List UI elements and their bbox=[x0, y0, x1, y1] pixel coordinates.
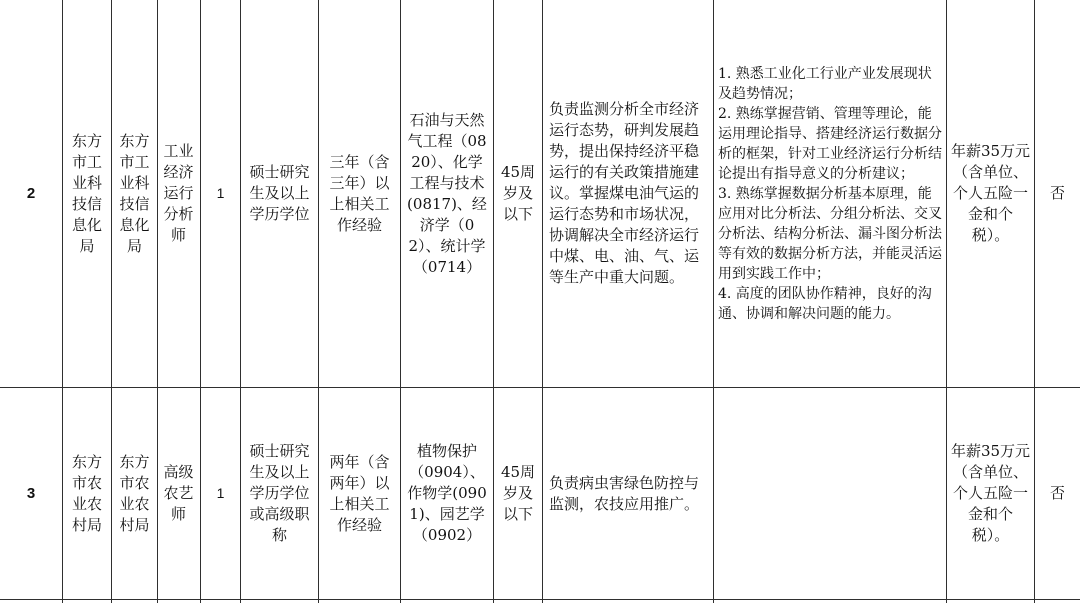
salary-text: 年薪35万元（含单位、个人五险一金和个税）。 bbox=[950, 442, 1031, 544]
position-text: 高级农艺师 bbox=[163, 463, 194, 523]
requirement-item: 2. 熟练掌握营销、管理等理论，能运用理论指导、搭建经济运行数据分析的框架，针对工业经济运行分析结论提出有指导意义的分析建议； bbox=[718, 105, 942, 182]
major-text: 植物保护（0904）、作物学(0901)、园艺学（0902） bbox=[407, 442, 487, 544]
education-cell bbox=[241, 0, 318, 387]
position-cell bbox=[158, 388, 199, 599]
row-index: 3 bbox=[26, 485, 36, 502]
count-cell: 1 bbox=[216, 485, 225, 501]
age-cell bbox=[494, 0, 542, 387]
flag-cell: 否 bbox=[1049, 184, 1065, 202]
row-divider bbox=[0, 599, 1080, 600]
major-text: 石油与天然气工程（0820）、化学工程与技术(0817)、经济学（02）、统计学（0714） bbox=[407, 110, 487, 276]
salary-cell bbox=[947, 0, 1034, 387]
unit-text: 东方市农业农村局 bbox=[71, 452, 102, 534]
experience-text: 两年（含两年）以上相关工作经验 bbox=[329, 452, 390, 534]
experience-text: 三年（含三年）以上相关工作经验 bbox=[329, 152, 390, 234]
age-cell bbox=[494, 388, 542, 599]
dept-cell bbox=[113, 388, 156, 599]
duty-text: 负责病虫害绿色防控与监测，农技应用推广。 bbox=[549, 473, 700, 513]
salary-cell bbox=[947, 388, 1034, 599]
count-cell: 1 bbox=[216, 185, 225, 201]
row-index: 2 bbox=[26, 185, 36, 202]
age-text: 45周岁及以下 bbox=[500, 463, 536, 523]
requirement-item: 1. 熟悉工业化工行业产业发展现状及趋势情况； bbox=[718, 65, 932, 102]
education-text: 硕士研究生及以上学历学位 bbox=[249, 163, 310, 223]
unit-cell bbox=[64, 0, 110, 387]
education-text: 硕士研究生及以上学历学位或高级职称 bbox=[249, 442, 310, 544]
flag-cell: 否 bbox=[1049, 484, 1065, 502]
dept-cell bbox=[113, 0, 156, 387]
dept-text: 东方市农业农村局 bbox=[119, 452, 150, 534]
column-divider bbox=[111, 0, 112, 603]
duty-cell bbox=[543, 0, 713, 387]
unit-text: 东方市工业科技信息化局 bbox=[71, 131, 102, 255]
major-cell bbox=[401, 0, 493, 387]
duty-cell bbox=[543, 388, 713, 599]
age-text: 45周岁及以下 bbox=[500, 163, 536, 223]
major-cell bbox=[401, 388, 493, 599]
salary-text: 年薪35万元（含单位、个人五险一金和个税）。 bbox=[950, 142, 1031, 244]
column-divider bbox=[62, 0, 63, 603]
requirements-cell bbox=[714, 0, 946, 387]
duty-text: 负责监测分析全市经济运行态势，研判发展趋势，提出保持经济平稳运行的有关政策措施建议。掌握煤电油气运的运行态势和市场状况，协调解决全市经济运行中煤、电、油、气、运等生产中重大问题。 bbox=[549, 100, 700, 286]
requirements-cell bbox=[714, 388, 946, 599]
requirement-item: 4. 高度的团队协作精神，良好的沟通、协调和解决问题的能力。 bbox=[718, 285, 932, 322]
position-text: 工业经济运行分析师 bbox=[163, 142, 194, 244]
dept-text: 东方市工业科技信息化局 bbox=[119, 131, 150, 255]
unit-cell bbox=[64, 388, 110, 599]
education-cell bbox=[241, 388, 318, 599]
requirement-item: 3. 熟练掌握数据分析基本原理，能应用对比分析法、分组分析法、交叉分析法、结构分析法、漏斗图分析法等有效的数据分析方法，并能灵活运用到实践工作中； bbox=[718, 185, 942, 282]
position-cell bbox=[158, 0, 199, 387]
experience-cell bbox=[319, 0, 400, 387]
experience-cell bbox=[319, 388, 400, 599]
